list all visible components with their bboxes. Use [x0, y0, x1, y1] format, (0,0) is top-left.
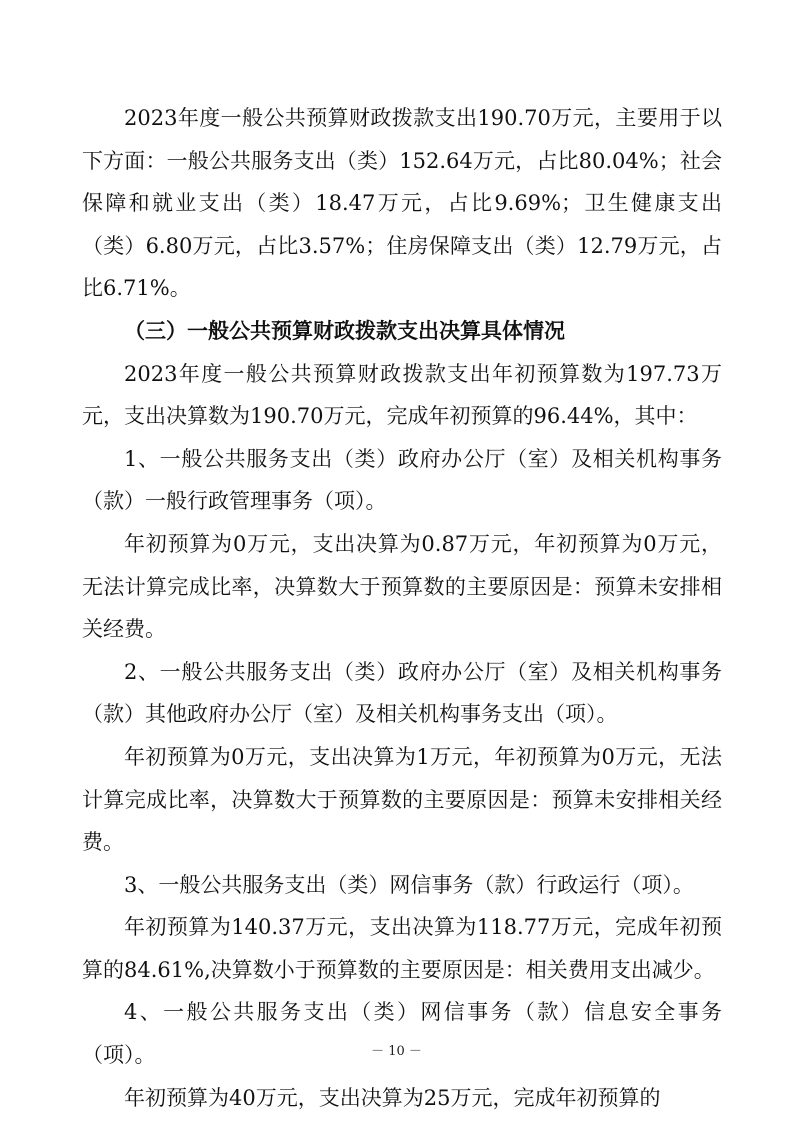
paragraph-item-3-title: 3、一般公共服务支出（类）网信事务（款）行政运行（项）。 [124, 872, 694, 897]
paragraph-item-2-title: 2、一般公共服务支出（类）政府办公厅（室）及相关机构事务（款）其他政府办公厅（室）及相关机构事务支出（项）。 [82, 659, 722, 727]
document-body [82, 97, 722, 1119]
paragraph-item-4-title: 4、一般公共服务支出（类）网信事务（款）信息安全事务（项）。 [82, 1000, 722, 1068]
section-heading: （三）一般公共预算财政拨款支出决算具体情况 [124, 318, 565, 343]
page-number: － 10 － [371, 1044, 422, 1059]
paragraph-expenditure-summary: 2023年度一般公共预算财政拨款支出190.70万元，主要用于以下方面：一般公共服务支出（类）152.64万元，占比80.04%；社会保障和就业支出（类）18.47万元，占比9.69%；卫生健康支出（类）6.80万元，占比3.57%；住房保障支出（类）12.79万元，占比6.71%。 [82, 106, 722, 301]
paragraph-budget-completion: 2023年度一般公共预算财政拨款支出年初预算数为197.73万元，支出决算数为190.70万元，完成年初预算的96.44%，其中： [82, 361, 722, 429]
paragraph-item-1-detail: 年初预算为0万元，支出决算为0.87万元，年初预算为0万元，无法计算完成比率，决算数大于预算数的主要原因是：预算未安排相关经费。 [82, 531, 722, 642]
paragraph-item-3-detail: 年初预算为140.37万元，支出决算为118.77万元，完成年初预算的84.61%,决算数小于预算数的主要原因是：相关费用支出减少。 [82, 915, 722, 982]
paragraph-item-2-detail: 年初预算为0万元，支出决算为1万元，年初预算为0万元，无法计算完成比率，决算数大于预算数的主要原因是：预算未安排相关经费。 [82, 744, 722, 855]
paragraph-item-1-title: 1、一般公共服务支出（类）政府办公厅（室）及相关机构事务（款）一般行政管理事务（项）。 [82, 446, 722, 514]
paragraph-item-4-detail: 年初预算为40万元，支出决算为25万元，完成年初预算的 [124, 1085, 661, 1110]
